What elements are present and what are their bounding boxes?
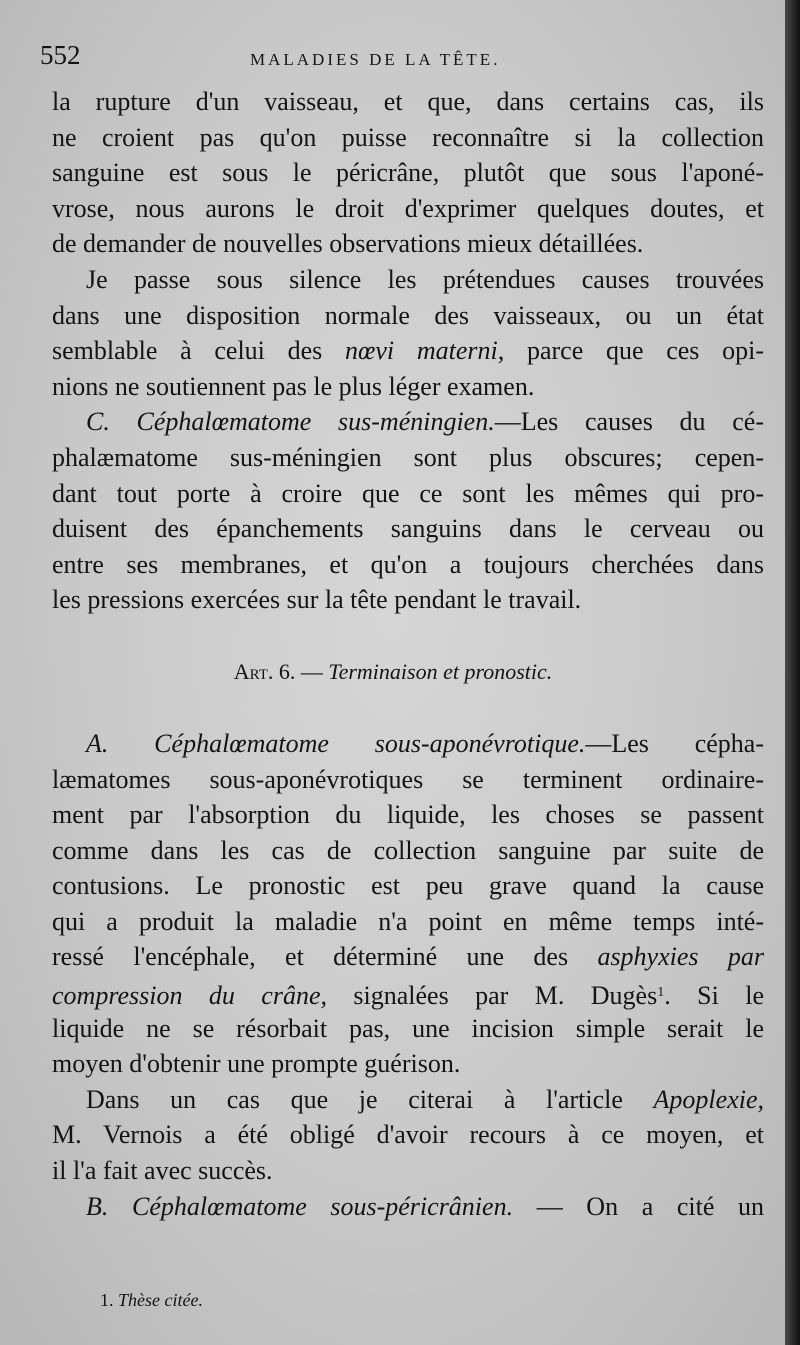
latin-term: nœvi materni, xyxy=(345,336,505,366)
text-run: Dans un cas que je citerai à l'article xyxy=(86,1084,654,1114)
text-line: qui a produit la maladie n'a point en même temps inté- xyxy=(52,906,764,936)
text-line: dans une disposition normale des vaisseaux, ou un état xyxy=(52,300,764,330)
italic-term: compression du crâne, xyxy=(52,981,327,1011)
italic-term: asphyxies par xyxy=(597,942,765,972)
text-line: sanguine est sous le péricrâne, plutôt que sous l'aponé- xyxy=(52,158,764,188)
text-line xyxy=(52,333,764,369)
text-line xyxy=(52,1189,764,1225)
article-heading xyxy=(52,654,764,690)
section-heading-a: A. Céphalœmatome sous-aponévrotique. xyxy=(86,728,586,758)
text-line xyxy=(52,975,764,1011)
page-header xyxy=(40,40,753,80)
italic-term: Apoplexie, xyxy=(653,1084,764,1114)
text-line: M. Vernois a été obligé d'avoir recours à ce moyen, et xyxy=(52,1120,764,1150)
spacer xyxy=(52,618,764,654)
text-line: comme dans les cas de collection sanguine par suite de xyxy=(52,835,764,865)
text-line: duisent des épanchements sanguins dans le cerveau ou xyxy=(52,514,764,544)
spacer xyxy=(52,690,764,726)
text-line: ne croient pas qu'on puisse reconnaître si la collection xyxy=(52,122,764,152)
text-line: ment par l'absorption du liquide, les choses se passent xyxy=(52,800,764,830)
text-line: læmatomes sous-aponévrotiques se terminent ordinaire- xyxy=(52,764,764,794)
text-line xyxy=(52,404,764,440)
section-heading-c: C. Céphalœmatome sus-méningien. xyxy=(86,407,495,437)
running-title: MALADIES DE LA TÊTE. xyxy=(250,50,501,69)
page-number: 552 xyxy=(40,40,81,70)
text-run: — On a cité un xyxy=(513,1191,765,1221)
page-edge-shadow xyxy=(785,0,800,1345)
article-label: Art. 6. xyxy=(233,658,296,684)
text-line xyxy=(52,726,764,762)
text-line: nions ne soutiennent pas le plus léger examen. xyxy=(52,371,535,401)
text-run: —Les causes du cé- xyxy=(494,407,764,437)
text-line: il l'a fait avec succès. xyxy=(52,1156,273,1186)
text-line: entre ses membranes, et qu'on a toujours cherchées dans xyxy=(52,549,764,579)
text-line xyxy=(52,1082,764,1118)
text-line: moyen d'obtenir une prompte guérison. xyxy=(52,1049,461,1079)
section-heading-b: B. Céphalœmatome sous-péricrânien. xyxy=(86,1191,514,1221)
text-line: Je passe sous silence les prétendues causes trouvées xyxy=(86,264,764,294)
article-title: Terminaison et pronostic. xyxy=(328,658,553,684)
text-line: dant tout porte à croire que ce sont les mêmes qui pro- xyxy=(52,478,764,508)
text-line: contusions. Le pronostic est peu grave quand la cause xyxy=(52,871,764,901)
text-run: ressé l'encéphale, et déterminé une des xyxy=(52,942,598,972)
text-line: de demander de nouvelles observations mieux détaillées. xyxy=(52,229,644,259)
footnote-marker[interactable]: 1 xyxy=(657,985,665,1001)
footnote-text: Thèse citée. xyxy=(118,1290,203,1310)
footnote-number: 1. xyxy=(100,1290,114,1310)
body-text xyxy=(52,84,764,1224)
text-run: parce que ces opi- xyxy=(504,336,765,366)
text-line xyxy=(52,939,764,975)
text-line: vrose, nous aurons le droit d'exprimer quelques doutes, et xyxy=(52,193,764,223)
text-run: semblable à celui des xyxy=(52,336,346,366)
text-run: signalées par M. Dugès xyxy=(327,981,658,1011)
text-line: phalæmatome sus-méningien sont plus obscures; cepen- xyxy=(52,442,764,472)
text-line: la rupture d'un vaisseau, et que, dans certains cas, ils xyxy=(52,87,764,116)
text-line: liquide ne se résorbait pas, une incision simple serait le xyxy=(52,1013,764,1043)
article-dash: — xyxy=(295,658,329,684)
footnote xyxy=(100,1290,203,1311)
text-line: les pressions exercées sur la tête pendant le travail. xyxy=(52,585,582,615)
text-run: . Si le xyxy=(664,981,764,1011)
text-run: —Les cépha- xyxy=(585,728,764,758)
